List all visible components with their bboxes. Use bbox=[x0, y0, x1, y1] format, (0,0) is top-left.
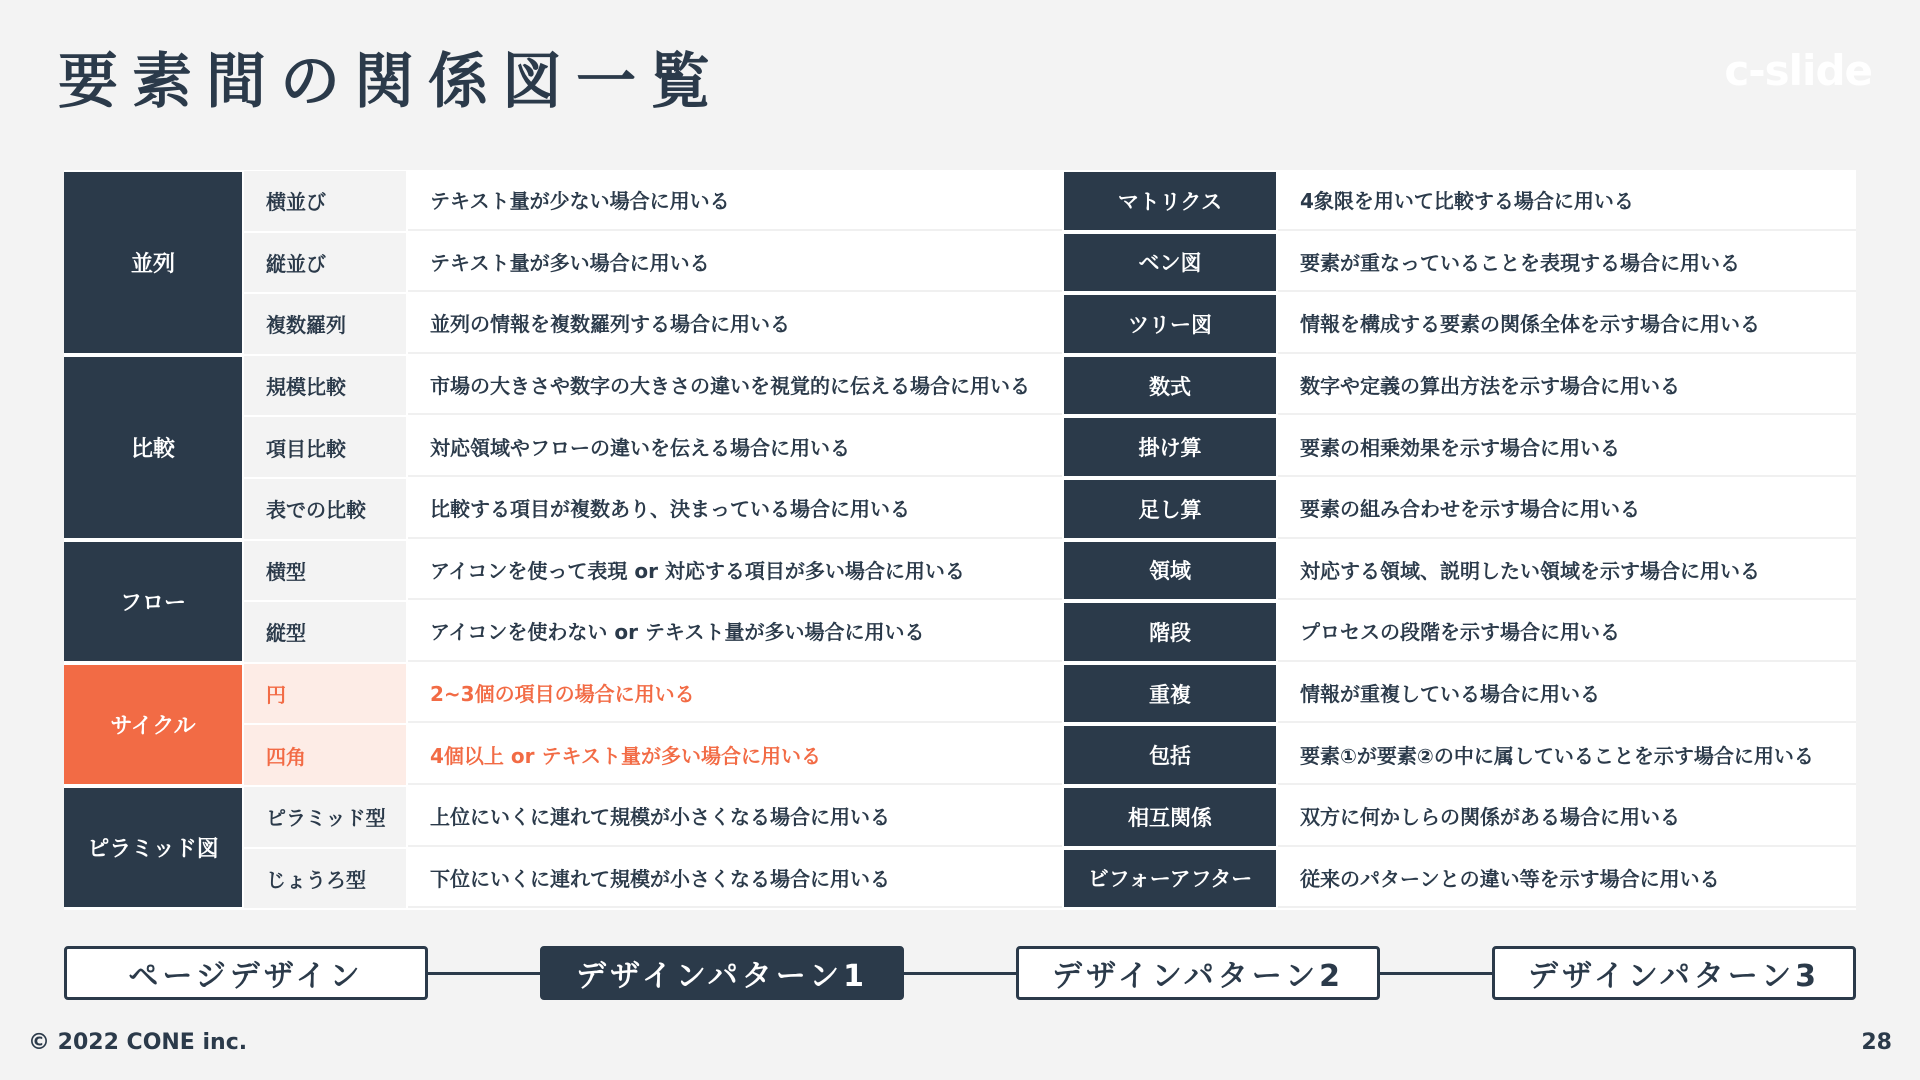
category-label: フロー bbox=[64, 542, 242, 661]
table-row bbox=[244, 478, 1062, 540]
diagram-type-name: 横並び bbox=[244, 171, 406, 231]
nav-button-design-pattern-3[interactable]: デザインパターン3 bbox=[1492, 946, 1856, 1000]
diagram-type-name: 規模比較 bbox=[244, 356, 406, 416]
diagram-type-description: テキスト量が少ない場合に用いる bbox=[408, 171, 1062, 231]
table-row bbox=[244, 848, 1062, 910]
diagram-type-name: 領域 bbox=[1064, 542, 1276, 600]
category-group bbox=[64, 663, 1062, 786]
category-label: 並列 bbox=[64, 172, 242, 353]
table-row bbox=[1064, 663, 1856, 725]
category-label: サイクル bbox=[64, 665, 242, 784]
diagram-type-description: 要素①が要素②の中に属していることを示す場合に用いる bbox=[1278, 725, 1856, 785]
left-table bbox=[64, 170, 1062, 910]
diagram-type-name: じょうろ型 bbox=[244, 849, 406, 909]
nav-button-design-pattern-1[interactable]: デザインパターン1 bbox=[540, 946, 904, 1000]
page-title: 要素間の関係図一覧 bbox=[58, 47, 724, 117]
diagram-type-name: ツリー図 bbox=[1064, 295, 1276, 353]
diagram-type-name: 円 bbox=[244, 664, 406, 724]
diagram-type-name: 階段 bbox=[1064, 603, 1276, 661]
diagram-type-name: 数式 bbox=[1064, 357, 1276, 415]
diagram-type-description: アイコンを使って表現 or 対応する項目が多い場合に用いる bbox=[408, 541, 1062, 601]
nav-button-design-pattern-2[interactable]: デザインパターン2 bbox=[1016, 946, 1380, 1000]
table-row bbox=[1064, 232, 1856, 294]
diagram-type-description: 要素の組み合わせを示す場合に用いる bbox=[1278, 479, 1856, 539]
diagram-type-description: 対応領域やフローの違いを伝える場合に用いる bbox=[408, 417, 1062, 477]
diagram-type-description: 情報を構成する要素の関係全体を示す場合に用いる bbox=[1278, 294, 1856, 354]
relationship-tables bbox=[64, 170, 1856, 910]
diagram-type-description: 4個以上 or テキスト量が多い場合に用いる bbox=[408, 725, 1062, 785]
diagram-type-description: 並列の情報を複数羅列する場合に用いる bbox=[408, 294, 1062, 354]
diagram-type-description: 情報が重複している場合に用いる bbox=[1278, 664, 1856, 724]
diagram-type-description: 2~3個の項目の場合に用いる bbox=[408, 664, 1062, 724]
table-row bbox=[1064, 355, 1856, 417]
diagram-type-description: 双方に何かしらの関係がある場合に用いる bbox=[1278, 787, 1856, 847]
table-row bbox=[1064, 170, 1856, 232]
diagram-type-name: 掛け算 bbox=[1064, 418, 1276, 476]
diagram-type-description: 数字や定義の算出方法を示す場合に用いる bbox=[1278, 356, 1856, 416]
diagram-type-name: 縦型 bbox=[244, 602, 406, 662]
page-number: 28 bbox=[1861, 1030, 1892, 1055]
table-row bbox=[244, 601, 1062, 663]
table-row bbox=[244, 170, 1062, 232]
diagram-type-name: ピラミッド型 bbox=[244, 787, 406, 847]
table-row bbox=[1064, 478, 1856, 540]
diagram-type-description: 下位にいくに連れて規模が小さくなる場合に用いる bbox=[408, 849, 1062, 909]
table-row bbox=[244, 663, 1062, 725]
table-row bbox=[1064, 293, 1856, 355]
category-label: 比較 bbox=[64, 357, 242, 538]
design-pattern-nav bbox=[64, 946, 1856, 1000]
table-row bbox=[1064, 540, 1856, 602]
category-label: ピラミッド図 bbox=[64, 788, 242, 907]
category-group bbox=[64, 540, 1062, 663]
table-row bbox=[244, 416, 1062, 478]
diagram-type-description: 従来のパターンとの違い等を示す場合に用いる bbox=[1278, 849, 1856, 909]
diagram-type-description: プロセスの段階を示す場合に用いる bbox=[1278, 602, 1856, 662]
diagram-type-name: 横型 bbox=[244, 541, 406, 601]
diagram-type-name: 足し算 bbox=[1064, 480, 1276, 538]
table-row bbox=[244, 293, 1062, 355]
diagram-type-description: テキスト量が多い場合に用いる bbox=[408, 233, 1062, 293]
diagram-type-name: ビフォーアフター bbox=[1064, 850, 1276, 908]
brand-logo: c-slide bbox=[1724, 46, 1872, 95]
diagram-type-name: 包括 bbox=[1064, 726, 1276, 784]
category-group bbox=[64, 355, 1062, 540]
diagram-type-description: 比較する項目が複数あり、決まっている場合に用いる bbox=[408, 479, 1062, 539]
diagram-type-description: 対応する領域、説明したい領域を示す場合に用いる bbox=[1278, 541, 1856, 601]
diagram-type-name: 項目比較 bbox=[244, 417, 406, 477]
table-row bbox=[244, 232, 1062, 294]
category-group bbox=[64, 170, 1062, 355]
diagram-type-name: 相互関係 bbox=[1064, 788, 1276, 846]
copyright: © 2022 CONE inc. bbox=[28, 1030, 248, 1055]
diagram-type-name: ベン図 bbox=[1064, 234, 1276, 292]
table-row bbox=[244, 724, 1062, 786]
table-row bbox=[244, 540, 1062, 602]
diagram-type-name: 縦並び bbox=[244, 233, 406, 293]
diagram-type-description: アイコンを使わない or テキスト量が多い場合に用いる bbox=[408, 602, 1062, 662]
nav-button-page-design[interactable]: ページデザイン bbox=[64, 946, 428, 1000]
diagram-type-description: 4象限を用いて比較する場合に用いる bbox=[1278, 171, 1856, 231]
diagram-type-description: 要素が重なっていることを表現する場合に用いる bbox=[1278, 233, 1856, 293]
table-row bbox=[1064, 416, 1856, 478]
diagram-type-name: 重複 bbox=[1064, 665, 1276, 723]
table-row bbox=[1064, 786, 1856, 848]
category-group bbox=[64, 786, 1062, 909]
diagram-type-description: 市場の大きさや数字の大きさの違いを視覚的に伝える場合に用いる bbox=[408, 356, 1062, 416]
diagram-type-name: 表での比較 bbox=[244, 479, 406, 539]
diagram-type-description: 要素の相乗効果を示す場合に用いる bbox=[1278, 417, 1856, 477]
diagram-type-name: 複数羅列 bbox=[244, 294, 406, 354]
table-row bbox=[1064, 724, 1856, 786]
table-row bbox=[244, 786, 1062, 848]
table-row bbox=[244, 355, 1062, 417]
table-row bbox=[1064, 601, 1856, 663]
table-row bbox=[1064, 848, 1856, 910]
diagram-type-name: 四角 bbox=[244, 725, 406, 785]
right-table bbox=[1064, 170, 1856, 910]
diagram-type-name: マトリクス bbox=[1064, 172, 1276, 230]
diagram-type-description: 上位にいくに連れて規模が小さくなる場合に用いる bbox=[408, 787, 1062, 847]
